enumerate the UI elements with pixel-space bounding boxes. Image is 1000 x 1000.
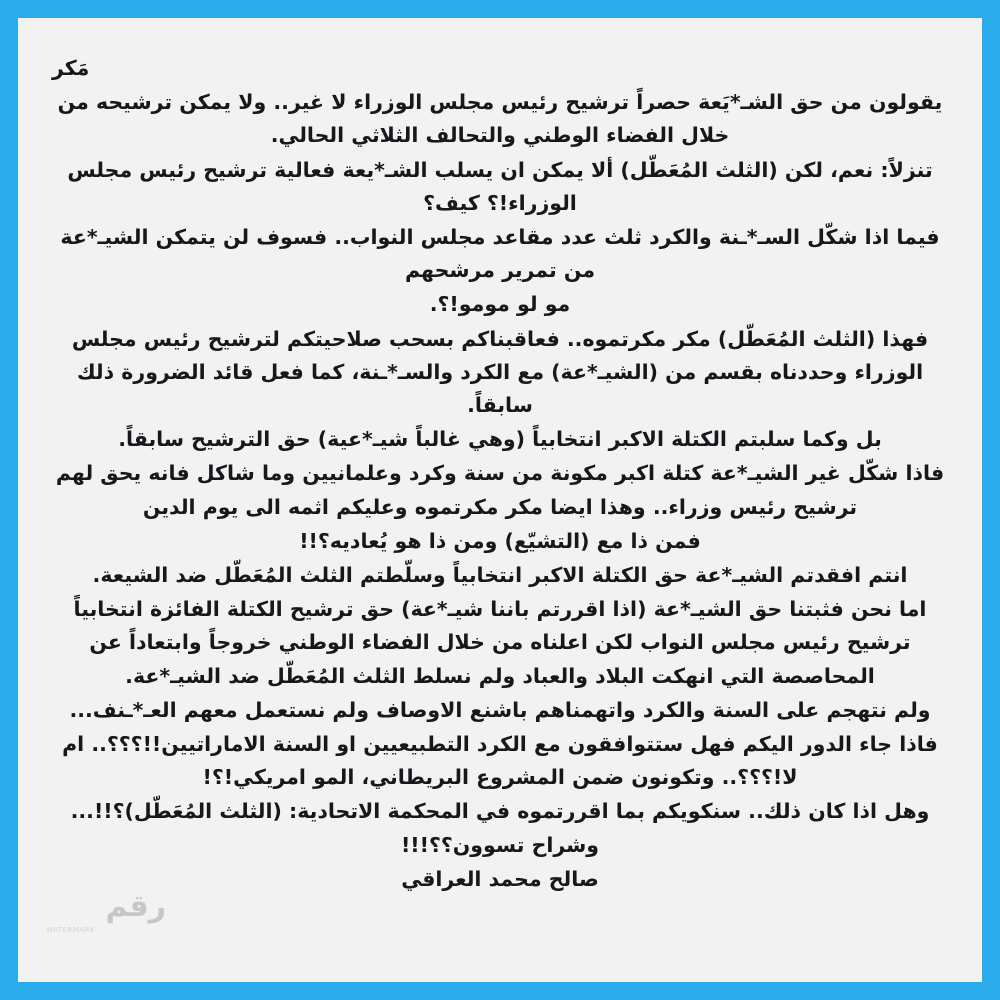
document-paragraph: فمن ذا مع (التشيّع) ومن ذا هو يُعاديه؟!! <box>299 528 701 553</box>
document-paragraph: فيما اذا شكّل السـ*ـنة والكرد ثلث عدد مقاعد مجلس النواب.. فسوف لن يتمكن الشيـ*عة من تمرير مرشحهم <box>60 225 940 283</box>
document-paragraph: فاذا جاء الدور اليكم فهل ستتوافقون مع الكرد التطبيعيين او السنة الاماراتيين!!؟؟؟.. ام لا!؟؟؟.. وتكونون ضمن المشروع البريطاني، المو امريكي!؟! <box>62 732 938 790</box>
document-paragraph: ولم نتهجم على السنة والكرد واتهمناهم باشنع الاوصاف ولم نستعمل معهم العـ*ـنف... <box>69 697 931 722</box>
document-paragraph: يقولون من حق الشـ*يَعة حصراً ترشيح رئيس مجلس الوزراء لا غير.. ولا يمكن ترشيحه من خلال الفضاء الوطني والتحالف الثلاثي الحالي. <box>57 90 943 148</box>
document-signature: صالح محمد العراقي <box>401 866 599 891</box>
document-paragraph: بل وكما سلبتم الكتلة الاكبر انتخابياً (وهي غالباً شيـ*عية) حق الترشيح سابقاً. <box>118 427 882 452</box>
document-paragraph: فاذا شكّل غير الشيـ*عة كتلة اكبر مكونة من سنة وكرد وعلمانيين وما شاكل فانه يحق لهم ترشيح رئيس وزراء.. وهذا ايضا مكر مكرتموه وعليكم اثمه الى يوم الدين <box>55 461 945 519</box>
document-body <box>48 52 952 896</box>
document-paragraph: وهل اذا كان ذلك.. سنكويكم بما اقررتموه في المحكمة الاتحادية: (الثلث المُعَطّل)؟!!... وشراح تسوون؟؟!!! <box>70 799 930 857</box>
watermark-subtitle: WATERMARK <box>46 926 96 934</box>
document-opening-word: مَكر <box>52 56 90 80</box>
document-paragraph: مو لو مومو!؟. <box>429 292 571 317</box>
document-paragraph: فهذا (الثلث المُعَطّل) مكر مكرتموه.. فعاقبناكم بسحب صلاحيتكم لترشيح رئيس مجلس الوزراء وحددناه بقسم من (الشيـ*عة) مع الكرد والسـ*ـنة، كما فعل قائد الضرورة ذلك سابقاً. <box>71 326 929 418</box>
document-paragraph: اما نحن فثبتنا حق الشيـ*عة (اذا اقررتم باننا شيـ*عة) حق ترشيح الكتلة الفائزة انتخابياً ترشيح رئيس مجلس النواب لكن اعلناه من خلال الفضاء الوطني خروجاً وابتعاداً عن المحاصصة التي انهكت البلاد والعباد ولم نسلط الثلث المُعَطّل ضد الشيـ*عة. <box>73 597 927 688</box>
watermark-glyph: رقم <box>105 889 166 924</box>
document-card <box>18 18 982 982</box>
document-paragraph: تنزلاً: نعم، لكن (الثلث المُعَطّل) ألا يمكن ان يسلب الشـ*يعة فعالية ترشيح رئيس مجلس الوزراء!؟ كيف؟ <box>67 157 933 215</box>
document-paragraph: انتم افقدتم الشيـ*عة حق الكتلة الاكبر انتخابياً وسلّطتم الثلث المُعَطّل ضد الشيعة. <box>92 563 908 588</box>
watermark <box>46 889 166 948</box>
